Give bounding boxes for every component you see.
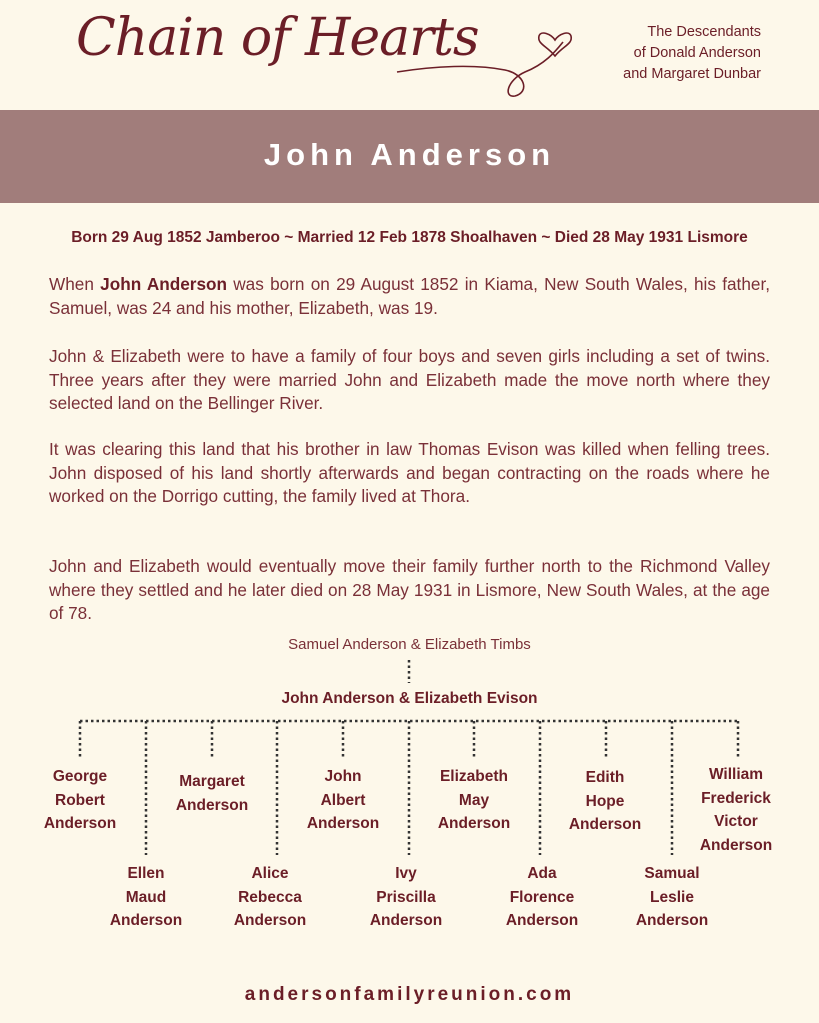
child-name-part: Anderson bbox=[437, 815, 511, 832]
tagline-line-1: The Descendants bbox=[647, 24, 761, 40]
tagline-line-2: of Donald Anderson bbox=[633, 45, 761, 61]
child-name-part: Edith bbox=[585, 769, 625, 786]
child-name-part: Samual bbox=[644, 865, 700, 882]
child-margaret bbox=[152, 770, 272, 817]
child-name-part: George bbox=[52, 768, 108, 785]
p1-after: was born on 29 August 1852 in Kiama, New South Wales, his father, Samuel, was 24 and his mother, Elizabeth, was 19. bbox=[49, 274, 770, 318]
child-edith bbox=[545, 766, 665, 837]
logo: Chain of Hearts bbox=[76, 8, 479, 68]
child-name-part: Anderson bbox=[306, 815, 380, 832]
child-name-part: Rebecca bbox=[238, 888, 302, 906]
paragraph-4: John and Elizabeth would eventually move their family further north to the Richmond Valley where they settled and he later died on 28 May 1931 in Lismore, New South Wales, at the age of 78. bbox=[49, 556, 770, 623]
child-name-part: Anderson bbox=[109, 912, 183, 929]
child-name-part: Robert bbox=[55, 791, 105, 809]
child-name-part: Elizabeth bbox=[439, 768, 509, 785]
child-name-part: Leslie bbox=[650, 888, 694, 906]
child-ivy bbox=[346, 862, 466, 933]
child-name-part: Ada bbox=[527, 865, 557, 882]
child-george bbox=[20, 765, 140, 836]
child-name-part: John bbox=[324, 768, 362, 785]
tree-parents: Samuel Anderson & Elizabeth Timbs bbox=[288, 636, 531, 653]
child-name-part: Anderson bbox=[568, 816, 642, 833]
p1-before: When bbox=[49, 274, 101, 294]
child-samual bbox=[612, 862, 732, 933]
child-william bbox=[676, 763, 796, 857]
child-elizabeth bbox=[414, 765, 534, 836]
paragraph-2: John & Elizabeth were to have a family of four boys and seven girls including a set of twins. Three years after they were married John and Elizabeth made the move north where they selected land on the Bellinger River. bbox=[49, 346, 770, 413]
child-ada bbox=[482, 862, 602, 933]
child-name-part: Albert bbox=[320, 791, 366, 809]
child-name-part: Ivy bbox=[395, 865, 417, 882]
child-name-part: Florence bbox=[509, 888, 575, 906]
child-name-part: Ellen bbox=[127, 865, 165, 882]
child-ellen bbox=[86, 862, 206, 933]
child-alice bbox=[210, 862, 330, 933]
child-name-part: Hope bbox=[585, 792, 625, 810]
child-name-part: Anderson bbox=[233, 912, 307, 929]
child-name-part: William bbox=[708, 766, 764, 783]
website-link[interactable]: andersonfamilyreunion.com bbox=[244, 984, 575, 1005]
child-name-part: Margaret bbox=[179, 773, 245, 790]
dates-line: Born 29 Aug 1852 Jamberoo ~ Married 12 Feb 1878 Shoalhaven ~ Died 28 May 1931 Lismore bbox=[71, 229, 748, 246]
tagline-line-3: and Margaret Dunbar bbox=[623, 66, 761, 82]
page-title: John Anderson bbox=[263, 137, 556, 172]
child-john bbox=[283, 765, 403, 836]
child-name-part: Frederick bbox=[701, 789, 771, 807]
child-name-part: Maud bbox=[125, 888, 167, 906]
child-name-part: May bbox=[458, 791, 490, 809]
p1-name: John Anderson bbox=[100, 274, 228, 294]
child-name-part: Anderson bbox=[635, 912, 709, 929]
paragraph-3: It was clearing this land that his brother in law Thomas Evison was killed when felling trees. John disposed of his land shortly afterwards and began contracting on the roads where he worked on the Dorrigo cutting, the family lived at Thora. bbox=[49, 439, 770, 506]
child-name-part: Anderson bbox=[699, 836, 773, 854]
child-name-part: Anderson bbox=[43, 815, 117, 832]
child-name-part: Anderson bbox=[369, 912, 443, 929]
child-name-part: Priscilla bbox=[376, 888, 436, 906]
child-name-part: Alice bbox=[251, 865, 289, 882]
child-name-part: Anderson bbox=[175, 796, 249, 814]
child-name-part: Victor bbox=[714, 813, 758, 830]
child-name-part: Anderson bbox=[505, 912, 579, 929]
tree-couple: John Anderson & Elizabeth Evison bbox=[281, 690, 538, 707]
